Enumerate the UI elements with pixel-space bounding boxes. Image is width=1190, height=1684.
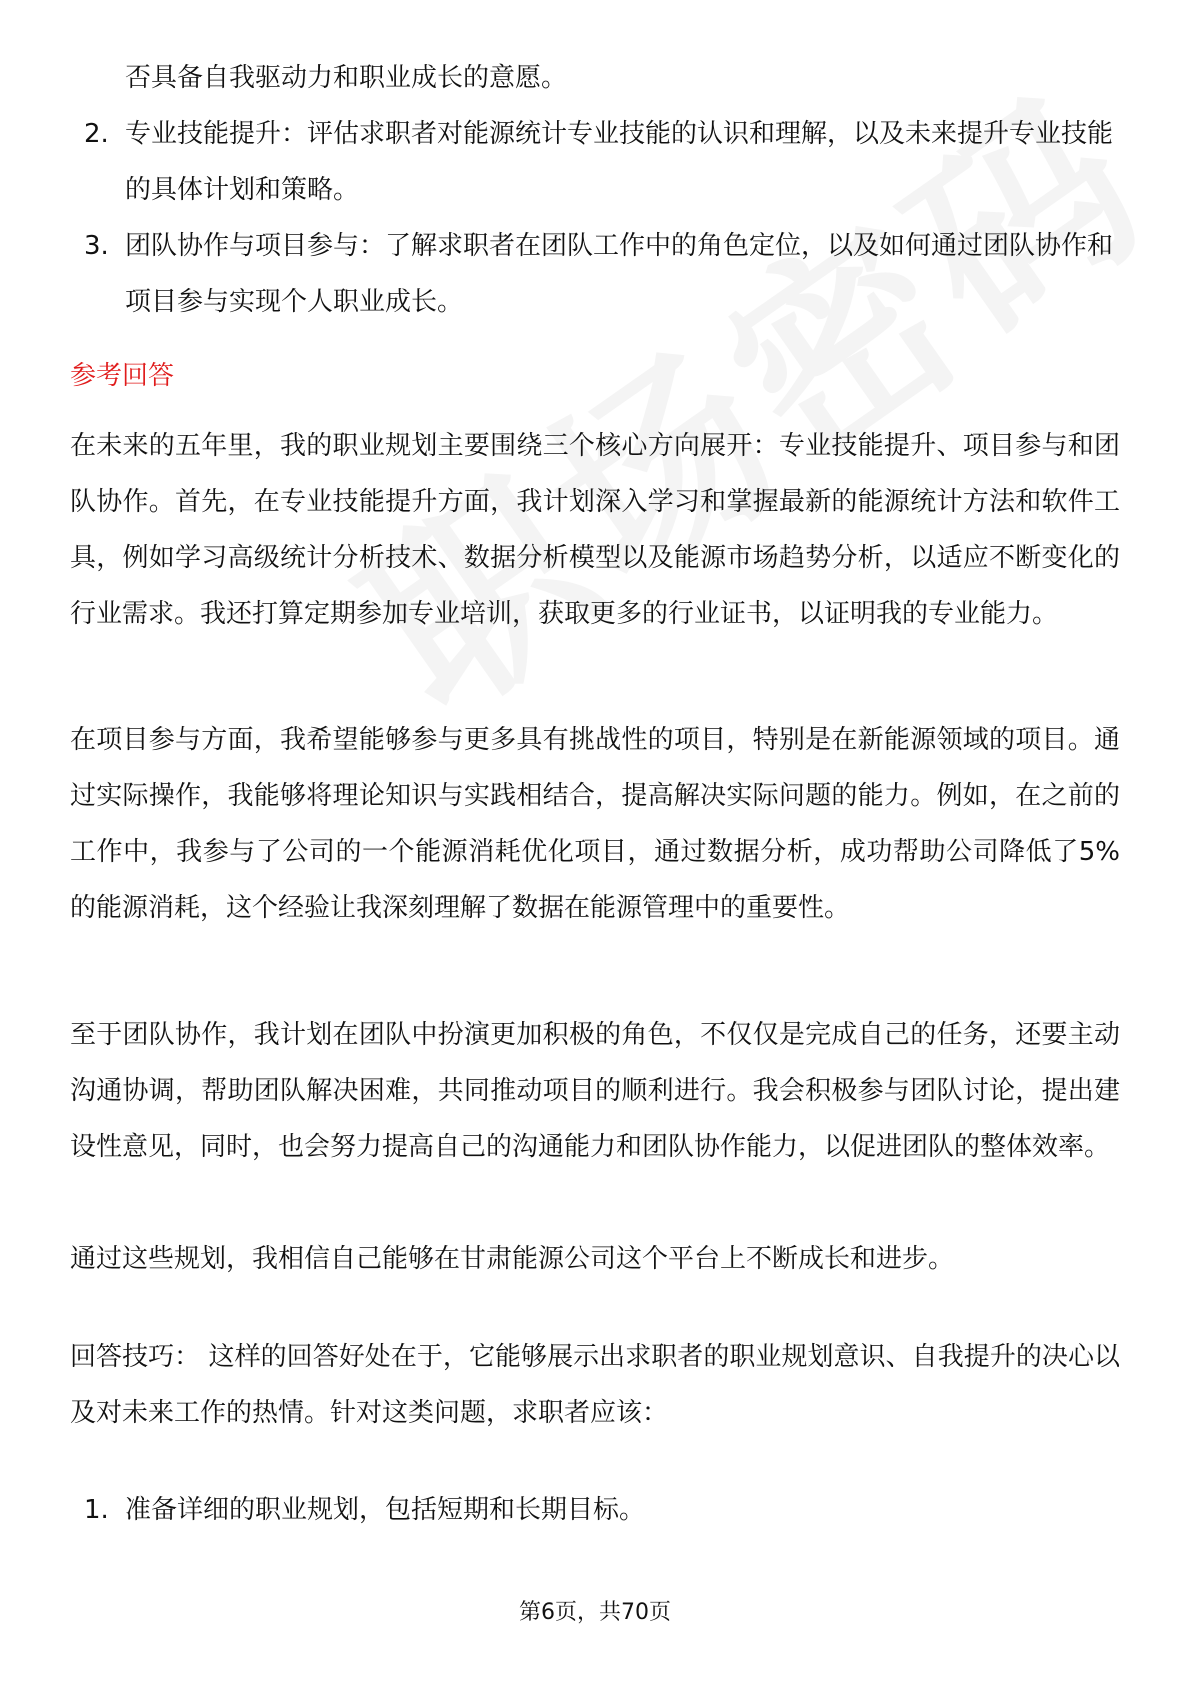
list-item-text: 准备详细的职业规划，包括短期和长期目标。	[125, 1495, 646, 1525]
list-number: 2.	[84, 119, 109, 149]
list-item-text: 专业技能提升：评估求职者对能源统计专业技能的认识和理解，以及未来提升专业技能的具体计划和策略。	[125, 119, 1114, 205]
page-number: 第6页，共70页	[519, 1600, 671, 1625]
answer-paragraph: 在项目参与方面，我希望能够参与更多具有挑战性的项目，特别是在新能源领域的项目。通过实际操作，我能够将理论知识与实践相结合，提高解决实际问题的能力。例如，在之前的工作中，我参与了公司的一个能源消耗优化项目，通过数据分析，成功帮助公司降低了5%的能源消耗，这个经验让我深刻理解了数据在能源管理中的重要性。	[70, 725, 1120, 923]
reference-answer-heading: 参考回答	[70, 361, 175, 391]
tips-list	[70, 1482, 1115, 1538]
answer-tips: 回答技巧： 这样的回答好处在于，它能够展示出求职者的职业规划意识、自我提升的决心以及对未来工作的热情。针对这类问题，求职者应该：	[70, 1342, 1120, 1428]
list-item	[70, 218, 1115, 330]
list-item-text: 团队协作与项目参与：了解求职者在团队工作中的角色定位，以及如何通过团队协作和项目参与实现个人职业成长。	[125, 231, 1114, 317]
answer-paragraph: 在未来的五年里，我的职业规划主要围绕三个核心方向展开：专业技能提升、项目参与和团队协作。首先，在专业技能提升方面，我计划深入学习和掌握最新的能源统计方法和软件工具，例如学习高级统计分析技术、数据分析模型以及能源市场趋势分析，以适应不断变化的行业需求。我还打算定期参加专业培训，获取更多的行业证书，以证明我的专业能力。	[70, 431, 1120, 629]
answer-paragraph: 至于团队协作，我计划在团队中扮演更加积极的角色，不仅仅是完成自己的任务，还要主动沟通协调，帮助团队解决困难，共同推动项目的顺利进行。我会积极参与团队讨论，提出建设性意见，同时，也会努力提高自己的沟通能力和团队协作能力，以促进团队的整体效率。	[70, 1020, 1120, 1162]
focus-points-list	[70, 106, 1115, 330]
list-number: 3.	[84, 231, 109, 261]
answer-paragraph: 通过这些规划，我相信自己能够在甘肃能源公司这个平台上不断成长和进步。	[70, 1244, 955, 1274]
list-number: 1.	[84, 1495, 109, 1525]
list-continuation: 否具备自我驱动力和职业成长的意愿。	[125, 63, 568, 93]
list-item	[70, 106, 1115, 218]
list-item	[70, 1482, 1115, 1538]
